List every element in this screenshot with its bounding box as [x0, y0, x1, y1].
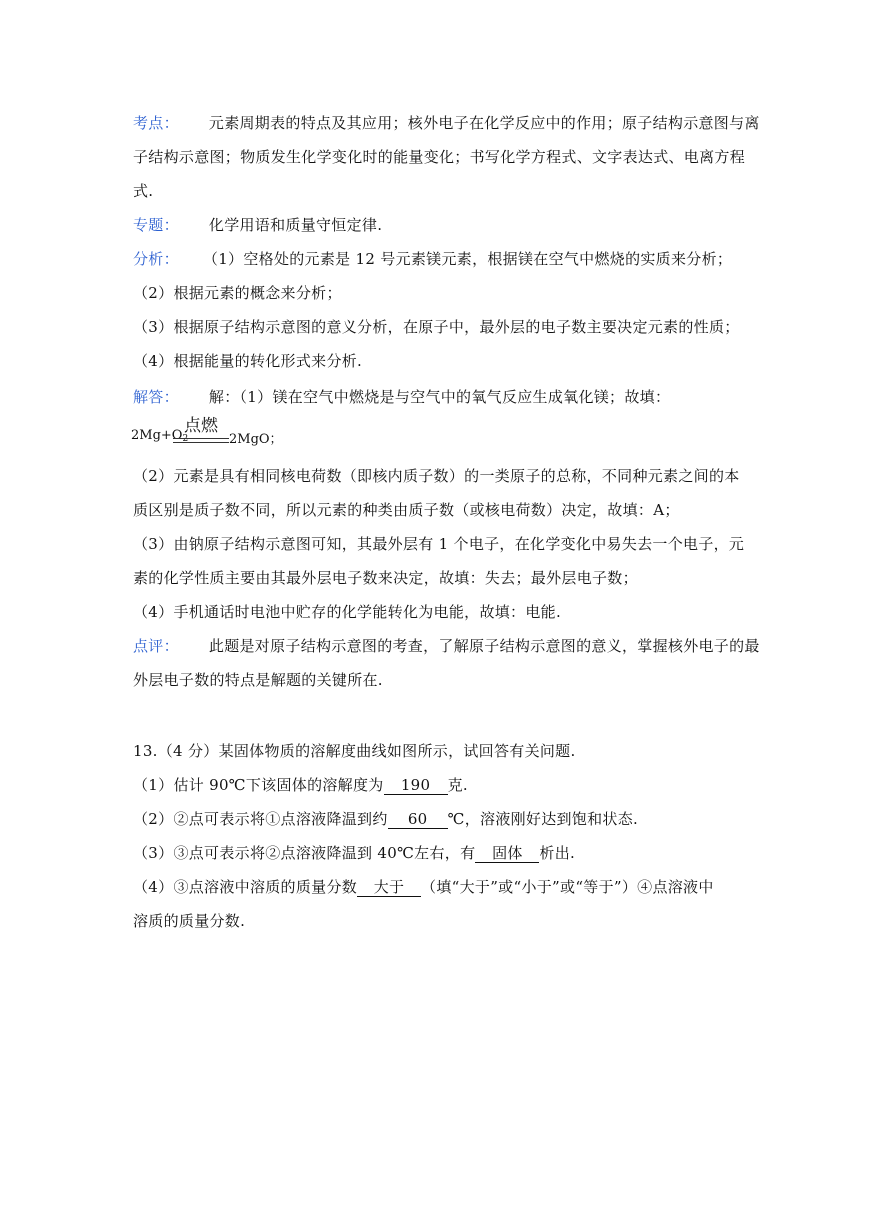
fenxi-line-2: （2）根据元素的概念来分析； — [133, 284, 342, 302]
fenxi-line-3: （3）根据原子结构示意图的意义分析，在原子中，最外层的电子数主要决定元素的性质； — [133, 318, 740, 336]
q13-part2-answer: 60 — [388, 811, 448, 829]
q13-part3-prefix: （3）③点可表示将②点溶液降温到 40℃左右，有 — [133, 844, 476, 862]
question-13-stem: 13.（4 分）某固体物质的溶解度曲线如图所示，试回答有关问题. — [133, 742, 576, 760]
equation-reactants-text: 2Mg+O — [131, 428, 183, 443]
dianping-text-1: 此题是对原子结构示意图的考查，了解原子结构示意图的意义，掌握核外电子的最 — [208, 637, 760, 655]
fenxi-label: 分析： — [133, 250, 179, 268]
equation-condition: 点燃 — [184, 416, 218, 436]
q13-part2-suffix: ℃，溶液刚好达到饱和状态. — [447, 810, 639, 828]
q13-part3-answer: 固体 — [475, 845, 539, 863]
jieda-line-6: （4）手机通话时电池中贮存的化学能转化为电能，故填：电能. — [133, 603, 562, 621]
zhuanti-text: 化学用语和质量守恒定律. — [208, 216, 383, 234]
kaodian-text-1: 元素周期表的特点及其应用；核外电子在化学反应中的作用；原子结构示意图与离 — [208, 114, 760, 132]
fenxi-line-4: （4）根据能量的转化形式来分析. — [133, 352, 363, 370]
question-13-part-4-line-2: 溶质的质量分数. — [133, 912, 246, 930]
jieda-line-2: （2）元素是具有相同核电荷数（即核内质子数）的一类原子的总称，不同种元素之间的本 — [133, 467, 740, 485]
q13-part3-suffix: 析出. — [539, 844, 576, 862]
dianping-line-1 — [133, 635, 760, 656]
jieda-text-1: 解：（1）镁在空气中燃烧是与空气中的氧气反应生成氧化镁；故填： — [208, 388, 671, 406]
question-13-part-2 — [133, 808, 743, 829]
equation-subscript: 2 — [182, 434, 189, 444]
question-13-part-4 — [133, 876, 743, 897]
zhuanti-label: 专题： — [133, 216, 179, 234]
jieda-line-1 — [133, 386, 743, 407]
question-13-part-1 — [133, 774, 743, 795]
jieda-label: 解答： — [133, 388, 179, 406]
equation-products: 2MgO； — [229, 432, 283, 447]
jieda-line-5: 素的化学性质主要由其最外层电子数来决定，故填：失去；最外层电子数； — [133, 569, 638, 587]
q13-part1-suffix: 克. — [447, 776, 468, 794]
jieda-line-4: （3）由钠原子结构示意图可知，其最外层有 1 个电子，在化学变化中易失去一个电子，元 — [133, 535, 745, 553]
jieda-line-3: 质区别是质子数不同，所以元素的种类由质子数（或核电荷数）决定，故填：A； — [133, 501, 680, 519]
equation-arrow — [173, 418, 229, 443]
q13-part2-prefix: （2）②点可表示将①点溶液降温到约 — [133, 810, 388, 828]
fenxi-text-1: （1）空格处的元素是 12 号元素镁元素，根据镁在空气中燃烧的实质来分析； — [202, 250, 733, 268]
dianping-line-2: 外层电子数的特点是解题的关键所在. — [133, 671, 383, 689]
zhuanti-line — [133, 214, 743, 235]
kaodian-line-3: 式. — [133, 182, 154, 200]
kaodian-line-2: 子结构示意图；物质发生化学变化时的能量变化；书写化学方程式、文字表达式、电离方程 — [133, 148, 746, 166]
q13-part4-answer: 大于 — [357, 879, 421, 897]
chemical-equation — [131, 412, 331, 452]
q13-part4-suffix: （填“大于”或“小于”或“等于”）④点溶液中 — [421, 878, 714, 896]
dianping-label: 点评： — [133, 637, 179, 655]
fenxi-line-1 — [133, 248, 743, 269]
q13-part1-answer: 190 — [384, 777, 448, 795]
q13-part4-prefix: （4）③点溶液中溶质的质量分数 — [133, 878, 358, 896]
kaodian-label: 考点： — [133, 114, 179, 132]
q13-part1-prefix: （1）估计 90℃下该固体的溶解度为 — [133, 776, 384, 794]
kaodian-line-1 — [133, 112, 760, 133]
question-13-part-3 — [133, 842, 743, 863]
equation-equals-bar — [173, 438, 229, 443]
